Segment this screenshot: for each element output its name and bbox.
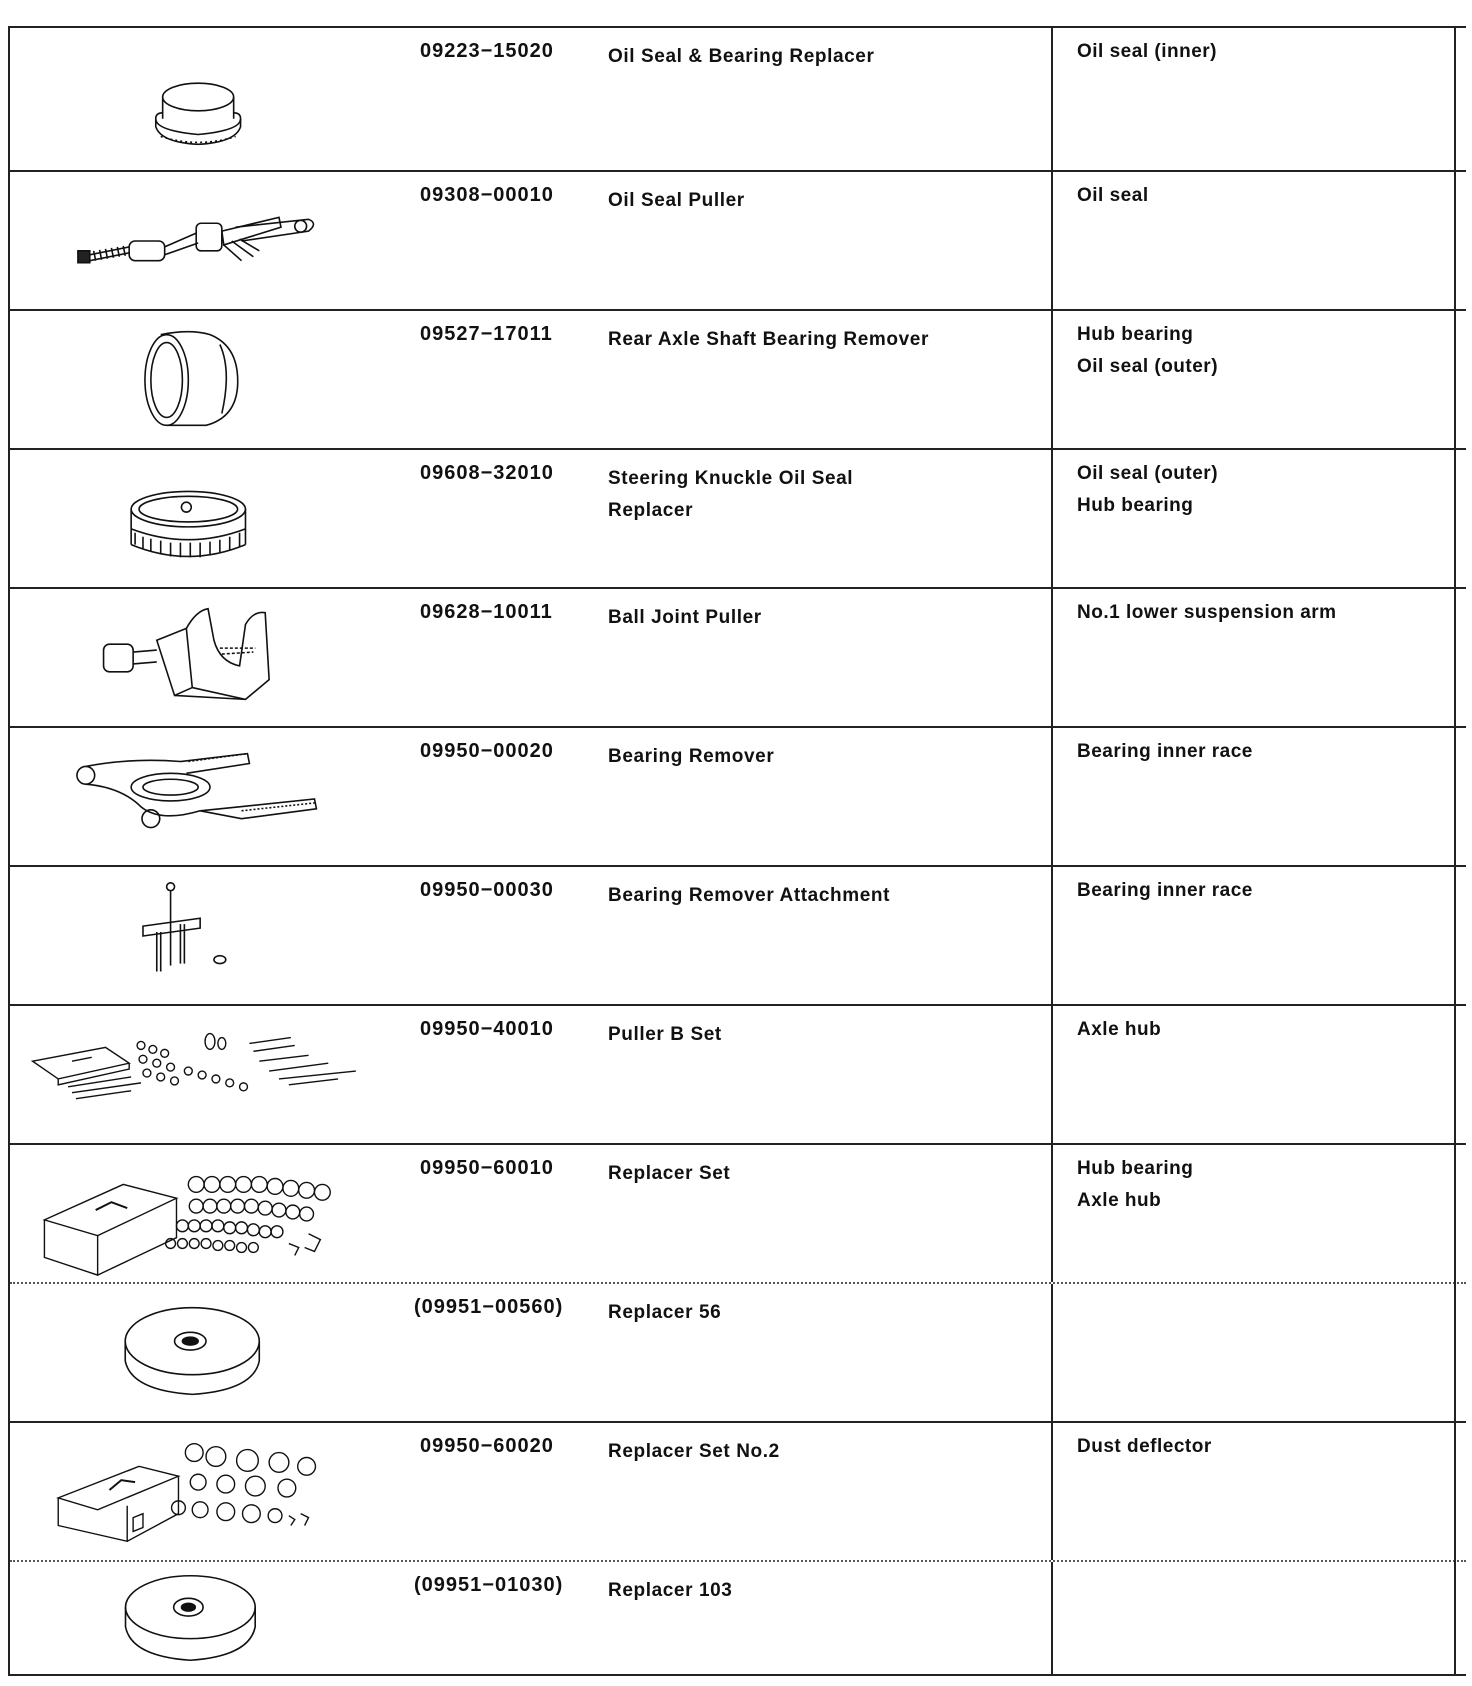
tool-name: Bearing Remover: [608, 746, 775, 767]
bearing-remover-cup-icon: [10, 311, 410, 448]
part-number: (09951−00560): [414, 1296, 564, 1318]
table-right-border: [1454, 26, 1456, 1674]
usage-item: Hub bearing: [1077, 495, 1194, 516]
usage-item: Oil seal (outer): [1077, 463, 1219, 484]
usage-item: Hub bearing: [1077, 1158, 1194, 1179]
usage-cell: [1051, 1423, 1466, 1560]
part-number: 09950−60020: [420, 1435, 554, 1457]
table-row: [10, 1284, 1466, 1423]
usage-cell: [1051, 172, 1466, 309]
table-row: [10, 867, 1466, 1006]
table-row: [10, 28, 1466, 172]
usage-cell: [1051, 1562, 1466, 1674]
table-row: [10, 311, 1466, 450]
usage-cell: [1051, 867, 1466, 1004]
table-row: [10, 1423, 1466, 1562]
tool-name: Replacer 56: [608, 1302, 722, 1323]
usage-item: Oil seal: [1077, 185, 1149, 206]
tool-name: Replacer Set No.2: [608, 1441, 780, 1462]
usage-item: Bearing inner race: [1077, 880, 1253, 901]
usage-cell: [1051, 728, 1466, 865]
part-number: 09950−60010: [420, 1157, 554, 1179]
table-row: [10, 1145, 1466, 1284]
usage-item: Oil seal (inner): [1077, 41, 1217, 62]
table-row: [10, 728, 1466, 867]
tool-name: Replacer 103: [608, 1580, 733, 1601]
table-row: [10, 1562, 1466, 1676]
special-service-tools-table: [8, 26, 1466, 1676]
usage-item: No.1 lower suspension arm: [1077, 602, 1337, 623]
table-row: [10, 172, 1466, 311]
usage-cell: [1051, 28, 1466, 170]
tool-name: Oil Seal Puller: [608, 190, 745, 211]
oil-seal-bearing-replacer-icon: [10, 28, 410, 170]
tool-name: Steering Knuckle Oil Seal Replacer: [608, 468, 854, 521]
replacer-set-icon: [10, 1145, 410, 1282]
usage-cell: [1051, 311, 1466, 448]
usage-item: Axle hub: [1077, 1019, 1162, 1040]
part-number: 09527−17011: [420, 323, 553, 345]
steering-knuckle-replacer-icon: [10, 450, 410, 587]
part-number: 09308−00010: [420, 184, 554, 206]
usage-item: Hub bearing: [1077, 324, 1194, 345]
part-number: 09950−00030: [420, 879, 554, 901]
part-number: 09950−40010: [420, 1018, 554, 1040]
part-number: 09608−32010: [420, 462, 554, 484]
bearing-remover-attachment-icon: [10, 867, 410, 1004]
part-number: (09951−01030): [414, 1574, 564, 1596]
replacer-set-no2-icon: [10, 1423, 410, 1560]
usage-cell: [1051, 450, 1466, 587]
usage-cell: [1051, 1006, 1466, 1143]
usage-item: Axle hub: [1077, 1190, 1162, 1211]
tool-name: Puller B Set: [608, 1024, 722, 1045]
tool-name: Ball Joint Puller: [608, 607, 762, 628]
oil-seal-puller-icon: [10, 172, 410, 309]
replacer-disc-icon: [10, 1562, 410, 1674]
part-number: 09950−00020: [420, 740, 554, 762]
usage-cell: [1051, 589, 1466, 726]
puller-b-set-icon: [10, 1006, 410, 1143]
tool-name: Rear Axle Shaft Bearing Remover: [608, 329, 929, 350]
usage-item: Oil seal (outer): [1077, 356, 1219, 377]
tool-name: Oil Seal & Bearing Replacer: [608, 46, 875, 67]
bearing-remover-icon: [10, 728, 410, 865]
table-row: [10, 1006, 1466, 1145]
replacer-disc-icon: [10, 1284, 410, 1421]
table-row: [10, 450, 1466, 589]
tool-name: Replacer Set: [608, 1163, 731, 1184]
part-number: 09223−15020: [420, 40, 554, 62]
usage-item: Dust deflector: [1077, 1436, 1212, 1457]
part-number: 09628−10011: [420, 601, 553, 623]
usage-cell: [1051, 1145, 1466, 1282]
ball-joint-puller-icon: [10, 589, 410, 726]
usage-item: Bearing inner race: [1077, 741, 1253, 762]
usage-cell: [1051, 1284, 1466, 1421]
tool-name: Bearing Remover Attachment: [608, 885, 891, 906]
table-row: [10, 589, 1466, 728]
